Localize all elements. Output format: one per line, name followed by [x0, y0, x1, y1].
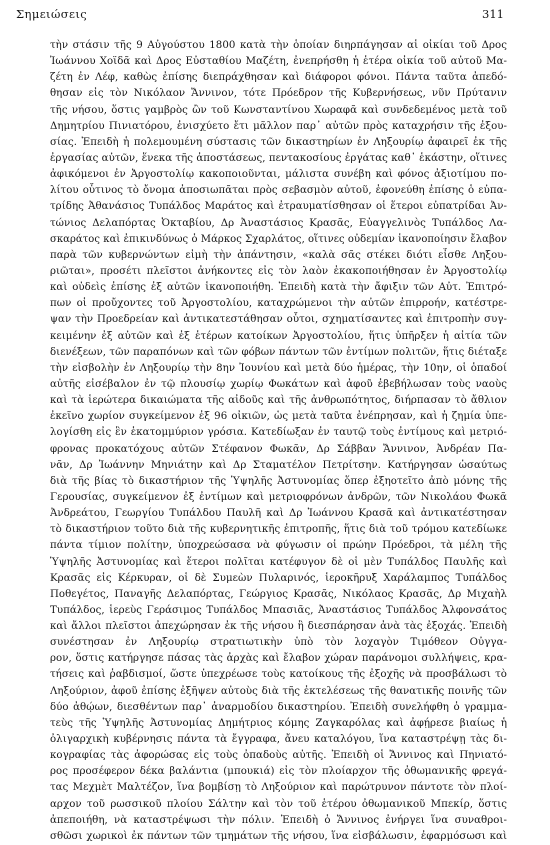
text-line: τήσεις καὶ ῥαβδισμοί, ὥστε ὑπεχρέωσε τοὺς κατοίκους τῆς ἐξοχῆς νὰ προσβάλωσι τὸ	[50, 669, 507, 681]
text-line: Γερουσίας, συγκείμενον ἐξ ἐντίμων καὶ μετριοφρόνων ἀνδρῶν, τῶν Νικολάου Φωκᾶ	[50, 491, 507, 503]
text-line: Κρασᾶς εἰς Κέρκυραν, οἱ δὲ Συμεὼν Πυλαρινός, ἱεροκῆρυξ Χαράλαμπος Τυπάλδος	[50, 572, 507, 584]
text-line: τὴν εἰσβολὴν ἐν Ληξουρίῳ τὴν 8ην Ἰουνίου καὶ μετὰ δύο ἡμέρας, τὴν 10ην, οἱ ὁπαδοί	[50, 362, 507, 374]
page-number: 311	[482, 7, 504, 21]
text-line: ὀλιγαρχικὴ κυβέρνησις πάντα τὰ ἔγγραφα, ἄνευ καταλόγου, ἵνα καταστρέψῃ τὰς δι-	[50, 734, 507, 746]
running-head	[16, 6, 504, 22]
text-line: καὶ ἄλλοι πλεῖστοι ἀπεχώρησαν ἐκ τῆς νήσου ἢ διεσπάρησαν ἀνὰ τὰς ἐξοχάς. Ἐπειδὴ	[50, 621, 507, 633]
text-line: τὴν στάσιν τῆς 9 Αὐγούστου 1800 κατὰ τὴν ὁποίαν διηρπάγησαν αἱ οἰκίαι τοῦ Δρος	[50, 40, 507, 51]
text-line: ριῶται», προσέτι πλεῖστοι ἀνήκοντες εἰς τὸν λαὸν ἐκακοποιήθησαν ἐν Ἀργοστολίῳ	[50, 265, 507, 277]
text-line: Δημητρίου Πινιατόρου, ἐνισχύετο ἔτι μᾶλλον παρ᾽ αὐτῶν πρὸς καταχρήσιν τῆς ἐξου-	[50, 120, 507, 132]
text-line: σίας. Ἐπειδὴ ἡ πολεμουμένη σύστασις τῶν δικαστηρίων ἐν Ληξουρίῳ ἀφαιρεῖ ἐκ τῆς	[50, 136, 507, 148]
text-line: λογίσθη εἰς ἓν ἑκατομμύριον γρόσια. Κατεδίωξαν ἐν ταυτῷ τοὺς ἐντίμους καὶ μετριό-	[50, 427, 507, 439]
text-line: ψαν τὴν Προεδρείαν καὶ ἀντικατεστάθησαν οὗτοι, σχηματίσαντες καὶ ἐπιτροπὴν συγ-	[50, 314, 507, 326]
text-line: ἀπεποιήθη, νὰ καταστρέψωσι τὴν πόλιν. Ἐπειδὴ ὁ Ἄννινος ἐνήργει ἵνα συναθροι-	[50, 814, 507, 826]
body-text	[50, 38, 507, 845]
text-line: Ποθεγέτος, Παναγῆς Δελαπόρτας, Γεώργιος Κρασᾶς, Νικόλαος Κρασᾶς, Δρ Μιχαὴλ	[50, 588, 507, 600]
text-line: αρχον τοῦ ρωσσικοῦ πλοίου Σάλτην καὶ τὸν τοῦ ἑτέρου ὀθωμανικοῦ Μπεκίρ, ὅστις	[50, 798, 507, 810]
text-line: νᾶν, Δρ Ἰωάννην Μηνιάτην καὶ Δρ Σταματέλον Πετρίτσην. Κατήργησαν ὡσαύτως	[50, 459, 507, 471]
text-line: ρον, ὅστις κατήργησε πάσας τὰς ἀρχὰς καὶ ἔλαβον χώραν παράνομοι συλλήψεις, κρα-	[50, 653, 507, 665]
text-line: καὶ τὰ ἱερώτερα δικαιώματα τῆς αἰδοῦς καὶ τῆς ἀνθρωπότητος, διήρπασαν τὸ ἄθλιον	[50, 395, 507, 407]
section-title: Σημειώσεις	[16, 7, 88, 21]
text-line: ἐκεῖνο χωρίον συγκείμενον ἐξ 96 οἰκιῶν, ὡς μετὰ ταῦτα ἐνέπρησαν, καὶ ἡ ζημία ὑπε-	[50, 411, 507, 423]
text-line: τὸ δικαστήριον τοῦτο διὰ τῆς κυβερνητικῆς ἐπιτροπῆς, ἥτις διὰ τοῦ τρόμου κατεδίωκε	[50, 524, 507, 536]
text-line: Ἀνδρεάτου, Γεωργίου Τυπάλδου Παυλῆ καὶ Δρ Ἰωάννου Κρασᾶ καὶ ἀντικατέστησαν	[50, 508, 507, 520]
text-line: τρίδης Ἀθανάσιος Τυπάλδος Μαράτος καὶ ἐτραυματίσθησαν οἱ ἕτεροι εὐπατρίδαι Ἀν-	[50, 201, 507, 213]
text-line: πων οἱ προὔχοντες τοῦ Ἀργοστολίου, καταχρώμενοι τὴν αὐτῶν ἐπιρροήν, κατέστρε-	[50, 298, 507, 310]
text-line: τεὺς τῆς Ὑψηλῆς Ἀστυνομίας Δημήτριος κόμης Ζαγκαρόλας καὶ ἀφῄρεσε βιαίως ἡ	[50, 717, 507, 729]
text-line: παρὰ τῶν κυβερνώντων εἰμὴ τὴν ἀπάντησιν, «καλὰ σᾶς στέκει διότι εἶσθε Ληξου-	[50, 249, 507, 261]
text-line: Ληξούριον, ἀφοῦ ἐπίσης ἐξῆψεν αὐτοὺς διὰ τῆς ἐκτελέσεως τῆς θανατικῆς ποινῆς τῶν	[50, 685, 507, 697]
text-line: ἐργασίας αὐτῶν, ἕνεκα τῆς ἀποστάσεως, πεντακοσίους ἐργάτας καθ᾽ ἑκάστην, οἵτινες	[50, 152, 507, 164]
text-line: τώνιος Δελαπόρτας Ὀκταβίου, Δρ Ἀναστάσιος Κρασᾶς, Εὐαγγελινὸς Τυπάλδος Λα-	[50, 217, 507, 229]
text-line: τας Μεχμὲτ Μαλτέζον, ἵνα βομβίσῃ τὸ Ληξούριον καὶ παρώτρυνον πάντοτε τὸν πλοί-	[50, 782, 507, 794]
text-line: Ὑψηλῆς Ἀστυνομίας καὶ ἕτεροι πολῖται κατέφυγον δὲ οἱ μὲν Τυπάλδος Παυλῆς καὶ	[50, 556, 507, 568]
text-line: διενέξεων, τῶν παραπόνων καὶ τῶν φόβων πάντων τῶν ἐντίμων πολιτῶν, ἥτις διέταξε	[50, 346, 507, 358]
text-line: λίτου οὗτινος τὸ ὄνομα ἀποσιωπᾶται πρὸς σεβασμὸν αὐτοῦ, ἐφονεύθη ἐπίσης ὁ εὐπα-	[50, 185, 507, 197]
text-line: σθῶσι χωρικοὶ ἐκ πάντων τῶν τμημάτων τῆς νήσου, ἵνα εἰσβάλωσιν, ἐφαρμόσωσι καὶ	[50, 830, 507, 842]
text-line: κειμένην ἐξ αὐτῶν καὶ ἐξ ἑτέρων κατοίκων Ἀργοστολίου, ἥτις ὑπῆρξεν ἡ αἰτία τῶν	[50, 330, 507, 342]
text-line: ρος προσέφερον δέκα βαλάντια (μπουκιά) εἰς τὸν πλοίαρχον τῆς ὀθωμανικῆς φρεγά-	[50, 766, 507, 778]
text-line: δύο ἀθῴων, διεσθέντων παρ᾽ ἀναρμοδίου δικαστηρίου. Ἐπειδὴ συνελήφθη ὁ γραμμα-	[50, 701, 507, 713]
text-line: Ἰωάννου Χοϊδᾶ καὶ Δρος Εὐσταθίου Μαζέτη, ἐνεπρήσθη ἡ ἑτέρα οἰκία τοῦ αὐτοῦ Μα-	[50, 56, 507, 68]
text-line: Τυπάλδος, ἱερεὺς Γεράσιμος Τυπάλδος Μπασιᾶς, Ἀναστάσιος Τυπάλδος Ἀλφονσάτος	[50, 604, 507, 616]
text-line: θησαν εἰς τὸν Νικόλαον Ἄννινον, τότε Πρόεδρον τῆς Κυβερνήσεως, νῦν Πρύτανιν	[50, 88, 507, 100]
text-line: ζέτη ἐν Λέφ, καθὼς ἐπίσης διεπράχθησαν καὶ διάφοροι φόνοι. Πάντα ταῦτα ἀπεδό-	[50, 72, 507, 84]
text-line: φρονας προκατόχους αὐτῶν Στέφανον Φωκᾶν, Δρ Σάββαν Ἄννινον, Ἀνδρέαν Πα-	[50, 443, 507, 455]
text-line: σκαράτος καὶ ἐπικινδύνως ὁ Μάρκος Σχαρλάτος, οἵτινες οὐδεμίαν ἱκανοποίησιν ἔλαβον	[50, 233, 507, 245]
text-line: καὶ οὐδεὶς ἐπίσης ἐξ αὐτῶν ἱκανοποιήθη. Ἐπειδὴ κατὰ τὴν ἄφιξιν τῶν Αὐτ. Ἐπιτρό-	[50, 282, 507, 294]
text-line: ἀφικόμενοι ἐν Ἀργοστολίῳ κακοποιοῦνται, μάλιστα συνέβη καὶ φόνος ἀξιοτίμου πο-	[50, 169, 507, 181]
text-line: κογραφίας τὰς ἀφορώσας εἰς τοὺς ὀπαδοὺς αὐτῆς. Ἐπειδὴ οἱ Ἄννινος καὶ Πηνιατό-	[50, 750, 507, 762]
text-line: συνέστησαν ἐν Ληξουρίῳ στρατιωτικὴν ὑπὸ τὸν λοχαγὸν Τιμόθεον Οὐγγα-	[50, 637, 507, 649]
text-line: αὐτῆς εἰσέβαλον ἐν τῷ πλουσίῳ χωρίῳ Φωκάτων καὶ ἀφοῦ ἐβεβήλωσαν τοὺς ναοὺς	[50, 378, 507, 390]
text-line: πάντα τίμιον πολίτην, ὑποχρεώσασα νὰ φύγωσιν οἱ πρώην Πρόεδροι, τὰ μέλη τῆς	[50, 540, 507, 552]
text-line: διὰ τῆς βίας τὸ δικαστήριον τῆς Ὑψηλῆς Ἀστυνομίας ὅπερ ἐξηοτεῖτο ἀπὸ μόνης τῆς	[50, 475, 507, 487]
text-line: τῆς νήσου, ὅστις γαμβρὸς ὢν τοῦ Κωνσταντίνου Χωραφᾶ καὶ συνδεδεμένος μετὰ τοῦ	[50, 104, 507, 116]
